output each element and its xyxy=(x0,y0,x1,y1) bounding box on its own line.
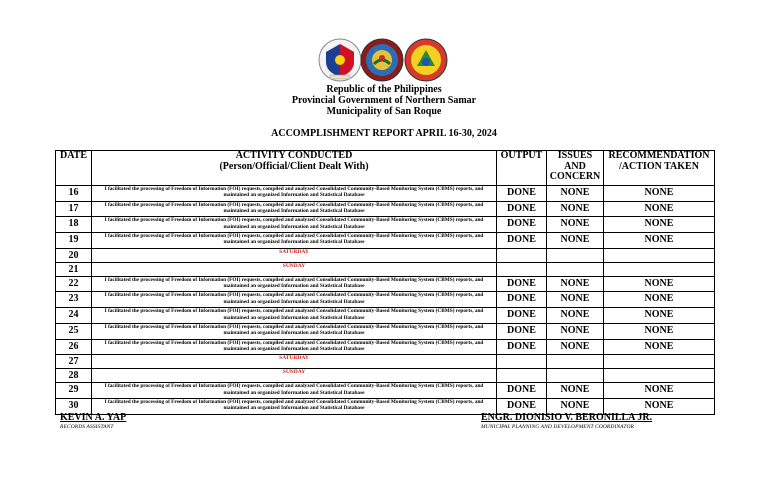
header-issues: ISSUES AND CONCERN xyxy=(547,151,604,186)
date-cell: 16 xyxy=(56,186,92,202)
table-row xyxy=(56,292,715,308)
header-activity-title: ACTIVITY CONDUCTED xyxy=(235,150,353,161)
activity-cell: I facilitated the processing of Freedom of Information (FOI) requests, compiled and analyzed Consolidated Community-Based Monitoring System (CBMS) reports, and maintained an organized Information and Statistical Database xyxy=(92,308,497,324)
signatory-right xyxy=(481,412,652,430)
philippine-seal-icon xyxy=(318,38,362,82)
activity-cell: I facilitated the processing of Freedom of Information (FOI) requests, compiled and analyzed Consolidated Community-Based Monitoring System (CBMS) reports, and maintained an organized Information and Statistical Database xyxy=(92,323,497,339)
date-cell: 26 xyxy=(56,339,92,355)
output-cell xyxy=(497,262,547,276)
table-row xyxy=(56,262,715,276)
table-row xyxy=(56,276,715,292)
recommendation-cell xyxy=(604,262,715,276)
document-header xyxy=(0,84,768,117)
header-province: Provincial Government of Northern Samar xyxy=(291,95,477,106)
issues-cell: NONE xyxy=(547,323,604,339)
output-cell: DONE xyxy=(497,292,547,308)
header-output: OUTPUT xyxy=(497,151,547,186)
recommendation-cell: NONE xyxy=(604,398,715,414)
issues-cell xyxy=(547,355,604,369)
header-activity xyxy=(92,151,497,186)
output-cell: DONE xyxy=(497,201,547,217)
issues-cell: NONE xyxy=(547,383,604,399)
recommendation-cell: NONE xyxy=(604,186,715,202)
recommendation-cell: NONE xyxy=(604,217,715,233)
issues-cell: NONE xyxy=(547,233,604,249)
activity-cell: I facilitated the processing of Freedom of Information (FOI) requests, compiled and analyzed Consolidated Community-Based Monitoring System (CBMS) reports, and maintained an organized Information and Statistical Database xyxy=(92,276,497,292)
table-body xyxy=(56,186,715,415)
recommendation-cell xyxy=(604,355,715,369)
table-row xyxy=(56,217,715,233)
activity-cell: SATURDAY xyxy=(92,355,497,369)
date-cell: 18 xyxy=(56,217,92,233)
table-row xyxy=(56,369,715,383)
activity-cell: I facilitated the processing of Freedom of Information (FOI) requests, compiled and analyzed Consolidated Community-Based Monitoring System (CBMS) reports, and maintained an organized Information and Statistical Database xyxy=(92,398,497,414)
activity-cell: I facilitated the processing of Freedom of Information (FOI) requests, compiled and analyzed Consolidated Community-Based Monitoring System (CBMS) reports, and maintained an organized Information and Statistical Database xyxy=(92,201,497,217)
table-row xyxy=(56,355,715,369)
date-cell: 17 xyxy=(56,201,92,217)
date-cell: 25 xyxy=(56,323,92,339)
activity-cell: SUNDAY xyxy=(92,369,497,383)
northern-samar-seal-icon xyxy=(360,38,404,82)
output-cell xyxy=(497,369,547,383)
table-row xyxy=(56,339,715,355)
header-republic: Republic of the Philippines xyxy=(326,84,442,95)
recommendation-cell: NONE xyxy=(604,233,715,249)
issues-cell: NONE xyxy=(547,339,604,355)
output-cell: DONE xyxy=(497,217,547,233)
output-cell: DONE xyxy=(497,308,547,324)
issues-cell: NONE xyxy=(547,398,604,414)
output-cell: DONE xyxy=(497,233,547,249)
recommendation-cell: NONE xyxy=(604,339,715,355)
output-cell: DONE xyxy=(497,383,547,399)
recommendation-cell: NONE xyxy=(604,383,715,399)
accomplishment-table xyxy=(55,150,715,415)
signatory-right-name: ENGR. DIONISIO V. BERONILLA JR. xyxy=(481,412,653,423)
activity-cell: I facilitated the processing of Freedom of Information (FOI) requests, compiled and analyzed Consolidated Community-Based Monitoring System (CBMS) reports, and maintained an organized Information and Statistical Database xyxy=(92,383,497,399)
recommendation-cell: NONE xyxy=(604,201,715,217)
table-row xyxy=(56,233,715,249)
output-cell: DONE xyxy=(497,398,547,414)
recommendation-cell: NONE xyxy=(604,276,715,292)
activity-cell: I facilitated the processing of Freedom of Information (FOI) requests, compiled and analyzed Consolidated Community-Based Monitoring System (CBMS) reports, and maintained an organized Information and Statistical Database xyxy=(92,339,497,355)
date-cell: 23 xyxy=(56,292,92,308)
signatory-right-title: MUNICIPAL PLANNING AND DEVELOPMENT COORDINATOR xyxy=(481,424,635,430)
signatory-left-title: RECORDS ASSISTANT xyxy=(60,424,114,430)
date-cell: 19 xyxy=(56,233,92,249)
issues-cell xyxy=(547,248,604,262)
recommendation-cell: NONE xyxy=(604,308,715,324)
table-row xyxy=(56,248,715,262)
date-cell: 29 xyxy=(56,383,92,399)
issues-cell xyxy=(547,262,604,276)
activity-cell: I facilitated the processing of Freedom of Information (FOI) requests, compiled and analyzed Consolidated Community-Based Monitoring System (CBMS) reports, and maintained an organized Information and Statistical Database xyxy=(92,292,497,308)
issues-cell: NONE xyxy=(547,217,604,233)
issues-cell: NONE xyxy=(547,201,604,217)
signatory-left xyxy=(60,412,126,430)
table-header-row xyxy=(56,151,715,186)
header-recommendation: RECOMMENDATION /ACTION TAKEN xyxy=(604,151,715,186)
table-row xyxy=(56,383,715,399)
recommendation-cell xyxy=(604,369,715,383)
recommendation-cell: NONE xyxy=(604,292,715,308)
table-row xyxy=(56,323,715,339)
date-cell: 28 xyxy=(56,369,92,383)
header-municipality: Municipality of San Roque xyxy=(326,106,442,117)
issues-cell: NONE xyxy=(547,308,604,324)
activity-cell: I facilitated the processing of Freedom of Information (FOI) requests, compiled and analyzed Consolidated Community-Based Monitoring System (CBMS) reports, and maintained an organized Information and Statistical Database xyxy=(92,186,497,202)
date-cell: 24 xyxy=(56,308,92,324)
activity-cell: I facilitated the processing of Freedom of Information (FOI) requests, compiled and analyzed Consolidated Community-Based Monitoring System (CBMS) reports, and maintained an organized Information and Statistical Database xyxy=(92,217,497,233)
table-row xyxy=(56,308,715,324)
date-cell: 21 xyxy=(56,262,92,276)
output-cell xyxy=(497,355,547,369)
signatory-left-name: KEVIN A. YAP xyxy=(60,412,127,423)
output-cell: DONE xyxy=(497,339,547,355)
issues-cell: NONE xyxy=(547,276,604,292)
output-cell: DONE xyxy=(497,323,547,339)
issues-cell xyxy=(547,369,604,383)
activity-cell: SUNDAY xyxy=(92,262,497,276)
date-cell: 20 xyxy=(56,248,92,262)
seals-row xyxy=(0,38,768,84)
output-cell xyxy=(497,248,547,262)
date-cell: 30 xyxy=(56,398,92,414)
output-cell: DONE xyxy=(497,276,547,292)
issues-cell: NONE xyxy=(547,292,604,308)
san-roque-seal-icon xyxy=(404,38,448,82)
header-activity-subtitle: (Person/Official/Client Dealt With) xyxy=(219,160,369,172)
output-cell: DONE xyxy=(497,186,547,202)
recommendation-cell: NONE xyxy=(604,323,715,339)
table-row xyxy=(56,201,715,217)
activity-cell: I facilitated the processing of Freedom of Information (FOI) requests, compiled and analyzed Consolidated Community-Based Monitoring System (CBMS) reports, and maintained an organized Information and Statistical Database xyxy=(92,233,497,249)
header-date: DATE xyxy=(56,151,92,186)
report-title: ACCOMPLISHMENT REPORT APRIL 16-30, 2024 xyxy=(271,128,497,139)
issues-cell: NONE xyxy=(547,186,604,202)
activity-cell: SATURDAY xyxy=(92,248,497,262)
recommendation-cell xyxy=(604,248,715,262)
date-cell: 27 xyxy=(56,355,92,369)
table-row xyxy=(56,186,715,202)
date-cell: 22 xyxy=(56,276,92,292)
